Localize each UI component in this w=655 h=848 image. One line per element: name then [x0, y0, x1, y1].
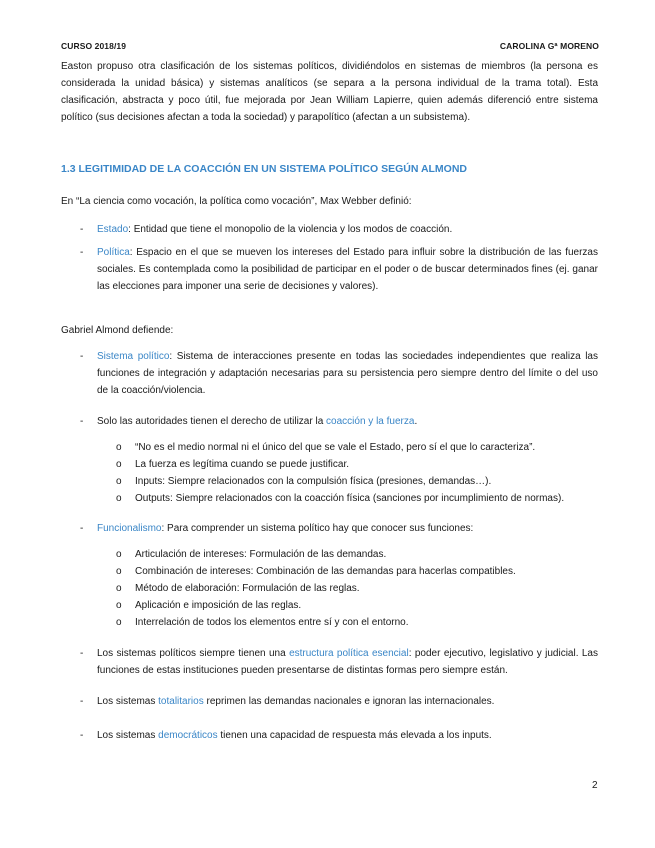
- bullet-dash: -: [80, 523, 84, 534]
- term-funcionalismo: Funcionalismo: [97, 523, 162, 534]
- list-item-funcionalismo: [97, 520, 598, 537]
- sub-item-funcionalismo-3: Método de elaboración: Formulación de las reglas.: [135, 583, 360, 594]
- definition-funcionalismo: : Para comprender un sistema político hay que conocer sus funciones:: [161, 523, 474, 534]
- definition-politica: : Espacio en el que se mueven los intereses del Estado para influir sobre la distribución de las fuerzas sociales. Es contemplada como la posibilidad de participar en el poder o de buscar determinados fines (ej. ganar las elecciones para imponer una serie de decisiones y valores).: [97, 247, 598, 292]
- bullet-dash: -: [80, 351, 84, 362]
- bullet-dash: -: [80, 648, 84, 659]
- circle-bullet: o: [116, 617, 122, 628]
- circle-bullet: o: [116, 600, 122, 611]
- list-item-autoridades: [97, 413, 598, 430]
- sub-item-autoridades-1: “No es el medio normal ni el único del que se vale el Estado, pero sí el que lo caracteriza”.: [135, 442, 536, 453]
- text-totalitarios-post: reprimen las demandas nacionales e ignoran las internacionales.: [203, 696, 495, 707]
- sub-item-funcionalismo-1: Articulación de intereses: Formulación de las demandas.: [135, 549, 387, 560]
- circle-bullet: o: [116, 442, 122, 453]
- list-item-politica: [97, 244, 598, 295]
- sub-item-funcionalismo-2: Combinación de intereses: Combinación de las demandas para hacerlas compatibles.: [135, 566, 516, 577]
- term-estructura: estructura política esencial: [289, 648, 409, 659]
- sub-item-autoridades-3: Inputs: Siempre relacionados con la compulsión física (presiones, demandas…).: [135, 476, 492, 487]
- circle-bullet: o: [116, 566, 122, 577]
- list-item-sistema-politico: [97, 348, 598, 399]
- section-heading: 1.3 LEGITIMIDAD DE LA COACCIÓN EN UN SISTEMA POLÍTICO SEGÚN ALMOND: [61, 163, 468, 175]
- sub-item-funcionalismo-5: Interrelación de todos los elementos entre sí y con el entorno.: [135, 617, 409, 628]
- bullet-dash: -: [80, 247, 84, 258]
- text-autoridades-pre: Solo las autoridades tienen el derecho de utilizar la: [97, 416, 327, 427]
- header-course: CURSO 2018/19: [61, 41, 127, 51]
- header-author: CAROLINA Gª MORENO: [499, 41, 599, 51]
- page-number: 2: [592, 780, 598, 791]
- text-democraticos-pre: Los sistemas: [97, 730, 159, 741]
- term-sistema-politico: Sistema político: [97, 351, 170, 362]
- text-estructura-pre: Los sistemas políticos siempre tienen una: [97, 648, 290, 659]
- circle-bullet: o: [116, 493, 122, 504]
- sub-item-funcionalismo-4: Aplicación e imposición de las reglas.: [135, 600, 302, 611]
- almond-intro: Gabriel Almond defiende:: [61, 325, 174, 336]
- text-estructura-post: : poder ejecutivo, legislativo y judicial. Las funciones de estas instituciones pueden presentarse de distintas formas pero siempre están.: [97, 648, 598, 676]
- term-totalitarios: totalitarios: [158, 696, 204, 707]
- list-item-estado: [97, 221, 598, 238]
- term-coaccion-fuerza: coacción y la fuerza: [326, 416, 415, 427]
- term-politica: Política: [97, 247, 130, 258]
- circle-bullet: o: [116, 459, 122, 470]
- text-totalitarios-pre: Los sistemas: [97, 696, 159, 707]
- bullet-dash: -: [80, 696, 84, 707]
- circle-bullet: o: [116, 476, 122, 487]
- list-item-totalitarios: [97, 693, 598, 710]
- bullet-dash: -: [80, 416, 84, 427]
- definition-sistema-politico: : Sistema de interacciones presente en todas las sociedades independientes que realiza las funciones de integración y adaptación necesarias para su persistencia pero siempre dentro del límite o del uso de la coacción/violencia.: [97, 351, 598, 396]
- circle-bullet: o: [116, 583, 122, 594]
- text-autoridades-post: .: [414, 416, 418, 427]
- bullet-dash: -: [80, 224, 84, 235]
- list-item-democraticos: [97, 727, 598, 744]
- intro-paragraph: Easton propuso otra clasificación de los sistemas políticos, dividiéndolos en sistemas de miembros (la persona es considerada la unidad básica) y sistemas analíticos (se separa a la persona individual de la trama total). Esta clasificación, abstracta y poco útil, fue mejorada por Jean William Lapierre, quien además diferenció entre sistema político (sus decisiones afectan a toda la sociedad) y parapolítico (afectan a un subsistema).: [61, 61, 598, 123]
- term-estado: Estado: [97, 224, 129, 235]
- circle-bullet: o: [116, 549, 122, 560]
- text-democraticos-post: tienen una capacidad de respuesta más elevada a los inputs.: [217, 730, 492, 741]
- term-democraticos: democráticos: [158, 730, 218, 741]
- list-item-estructura: [97, 645, 598, 679]
- sub-item-autoridades-2: La fuerza es legítima cuando se puede justificar.: [135, 459, 350, 470]
- definition-estado: : Entidad que tiene el monopolio de la violencia y los modos de coacción.: [128, 224, 453, 235]
- bullet-dash: -: [80, 730, 84, 741]
- weber-intro: En “La ciencia como vocación, la política como vocación”, Max Webber definió:: [61, 196, 412, 207]
- sub-item-autoridades-4: Outputs: Siempre relacionados con la coacción física (sanciones por incumplimiento de normas).: [135, 493, 565, 504]
